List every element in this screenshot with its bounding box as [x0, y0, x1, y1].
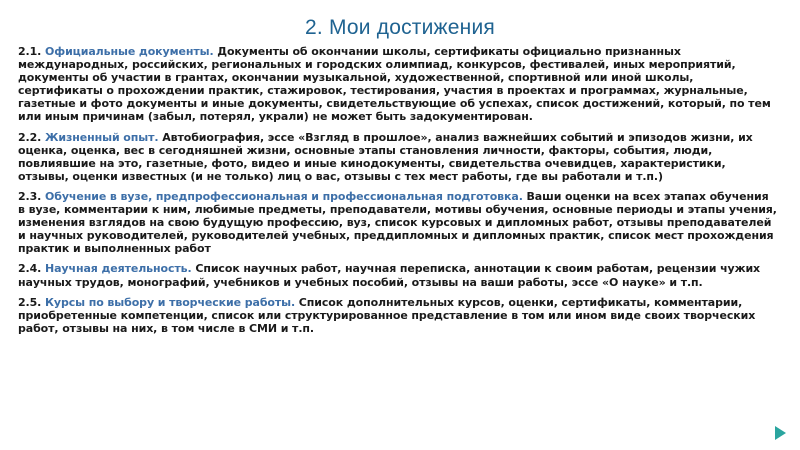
- paragraph-number: 2.2.: [18, 130, 45, 144]
- paragraph-number: 2.1.: [18, 45, 45, 58]
- paragraph-university-training: [18, 190, 778, 255]
- paragraph-heading: Научная деятельность.: [45, 262, 192, 276]
- paragraph-official-documents: [18, 45, 778, 124]
- paragraph-heading: Обучение в вузе, предпрофессиональная и профессиональная подготовка.: [45, 189, 523, 203]
- paragraph-number: 2.4.: [18, 262, 45, 276]
- paragraph-life-experience: [18, 131, 778, 183]
- slide-body: [18, 45, 778, 342]
- paragraph-number: 2.3.: [18, 189, 45, 203]
- paragraph-text: Список научных работ, научная переписка, аннотации к своим работам, рецензии чужих научных трудов, монографий, учебников и учебных пособий, отзывы на ваши работы, эссе «О науке» и т.п.: [18, 262, 761, 289]
- next-slide-arrow-icon[interactable]: [775, 426, 786, 440]
- paragraph-text: Ваши оценки на всех этапах обучения в вузе, комментарии к ним, любимые предметы, преподаватели, мотивы обучения, основные периоды и этапы учения, изменения взглядов на свою будущую профессию, вуз, список курсовых и дипломных работ, отзывы преподавателей и научных руководителей, руководителей учебных, преддипломных и дипломных практик, список мест прохождения практик и выполненных работ: [18, 189, 777, 256]
- slide-title: 2. Мои достижения: [305, 16, 495, 39]
- paragraph-scientific-activity: [18, 262, 778, 288]
- paragraph-number: 2.5.: [18, 295, 45, 309]
- paragraph-text: Документы об окончании школы, сертификаты официально признанных международных, российских, региональных и городских олимпиад, конкурсов, фестивалей, иных мероприятий, документы об участии в грантах, окончании музыкальной, художественной, спортивной или иной школы, сертификаты о прохождении практик, стажировок, тестирования, участия в проектах и программах, журнальные, газетные и фото документы и иные документы, свидетельствующие об успехах, список достижений, который, по тем или иным причинам (забыл, потерял, украли) не может быть задокументирован.: [18, 45, 771, 124]
- paragraph-heading: Официальные документы.: [45, 45, 214, 58]
- paragraph-text: Список дополнительных курсов, оценки, сертификаты, комментарии, приобретенные компетенции, список или структурированное представление в том или ином виде своих творческих работ, отзывы на них, в том числе в СМИ и т.п.: [18, 295, 756, 335]
- paragraph-heading: Жизненный опыт.: [45, 130, 159, 144]
- paragraph-elective-courses: [18, 296, 778, 335]
- paragraph-heading: Курсы по выбору и творческие работы.: [45, 295, 296, 309]
- paragraph-text: Автобиография, эссе «Взгляд в прошлое», анализ важнейших событий и эпизодов жизни, их оценка, оценка, вес в сегодняшней жизни, основные этапы становления личности, факторы, события, люди, повлиявшие на это, газетные, фото, видео и иные кинодокументы, свидетельства очевидцев, характеристики, отзывы, оценки известных (и не только) лиц о вас, отзывы с тех мест работы, где вы работали и т.п.): [18, 130, 753, 183]
